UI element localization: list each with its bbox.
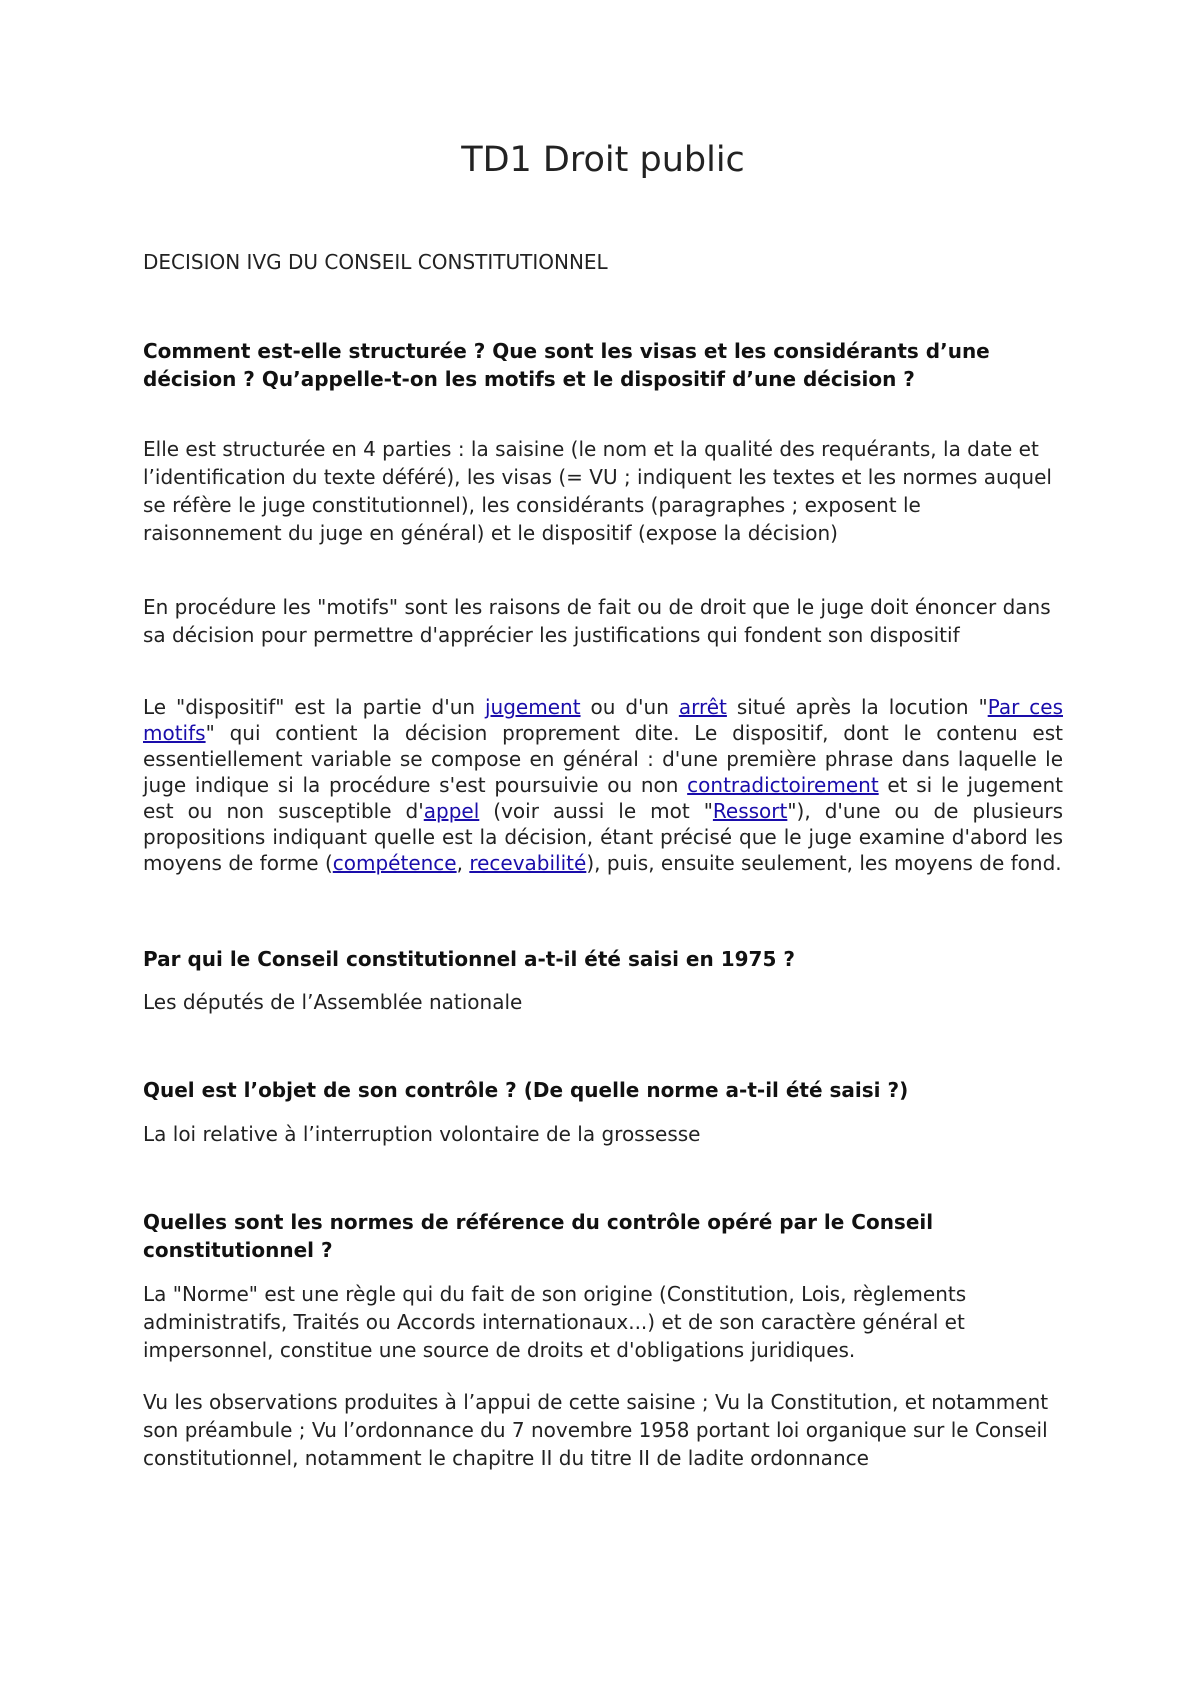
link-ressort[interactable]: Ressort: [712, 799, 788, 823]
answer-objet: La loi relative à l’interruption volontaire de la grossesse: [143, 1122, 701, 1146]
link-competence[interactable]: compétence: [332, 851, 457, 875]
answer-motifs: En procédure les "motifs" sont les raisons de fait ou de droit que le juge doit énoncer dans sa décision pour permettre d'apprécier les justifications qui fondent son dispositif: [143, 595, 1051, 647]
text-segment: (voir aussi le mot ": [479, 799, 713, 823]
answer-saisine: Les députés de l’Assemblée nationale: [143, 990, 523, 1014]
link-arret[interactable]: arrêt: [678, 695, 727, 719]
answer-structure: Elle est structurée en 4 parties : la saisine (le nom et la qualité des requérants, la date et l’identification du texte déféré), les visas (= VU ; indiquent les textes et les normes auquel se réfère le juge constitutionnel), les considérants (paragraphes ; exposent le raisonnement du juge en général) et le dispositif (expose la décision): [143, 437, 1052, 545]
text-segment: " qui contient la décision proprement dite. Le dispositif, dont le contenu est essentiellement variable se compose en général : d'une première phrase dans laquelle le juge indique si la procédure s'est poursuivie ou non: [143, 721, 1063, 797]
answer-norme-definition: La "Norme" est une règle qui du fait de son origine (Constitution, Lois, règlements administratifs, Traités ou Accords internationaux...) et de son caractère général et impersonnel, constitue une source de droits et d'obligations juridiques.: [143, 1282, 967, 1362]
link-recevabilite[interactable]: recevabilité: [469, 851, 587, 875]
text-segment: ou d'un: [580, 695, 679, 719]
text-segment: situé après la locution ": [726, 695, 988, 719]
text-segment: "), d'une ou de plusieurs propositions indiquant quelle est la décision, étant précisé que le juge examine d'abord les moyens de forme (: [143, 799, 1064, 875]
document-title: TD1 Droit public: [461, 140, 745, 180]
question-structure: Comment est-elle structurée ? Que sont les visas et les considérants d’une décision ? Qu’appelle-t-on les motifs et le dispositif d’une décision ?: [143, 339, 990, 391]
text-segment: ,: [456, 851, 470, 875]
link-contradictoirement[interactable]: contradictoirement: [687, 773, 879, 797]
answer-dispositif: [143, 694, 1063, 876]
document-subtitle: DECISION IVG DU CONSEIL CONSTITUTIONNEL: [143, 250, 608, 274]
question-normes: Quelles sont les normes de référence du contrôle opéré par le Conseil constitutionnel ?: [143, 1210, 934, 1262]
text-segment: Le "dispositif" est la partie d'un: [143, 695, 485, 719]
question-objet: Quel est l’objet de son contrôle ? (De quelle norme a-t-il été saisi ?): [143, 1078, 909, 1102]
link-appel[interactable]: appel: [423, 799, 480, 823]
link-par-ces-motifs[interactable]: Par ces motifs: [143, 695, 1063, 745]
text-segment: ), puis, ensuite seulement, les moyens de fond.: [586, 851, 1062, 875]
text-segment: et si le jugement est ou non susceptible d': [143, 773, 1064, 823]
link-jugement[interactable]: jugement: [485, 695, 581, 719]
question-saisine: Par qui le Conseil constitutionnel a-t-il été saisi en 1975 ?: [143, 947, 795, 971]
answer-visas: Vu les observations produites à l’appui de cette saisine ; Vu la Constitution, et notamment son préambule ; Vu l’ordonnance du 7 novembre 1958 portant loi organique sur le Conseil constitutionnel, notamment le chapitre II du titre II de ladite ordonnance: [143, 1390, 1049, 1470]
